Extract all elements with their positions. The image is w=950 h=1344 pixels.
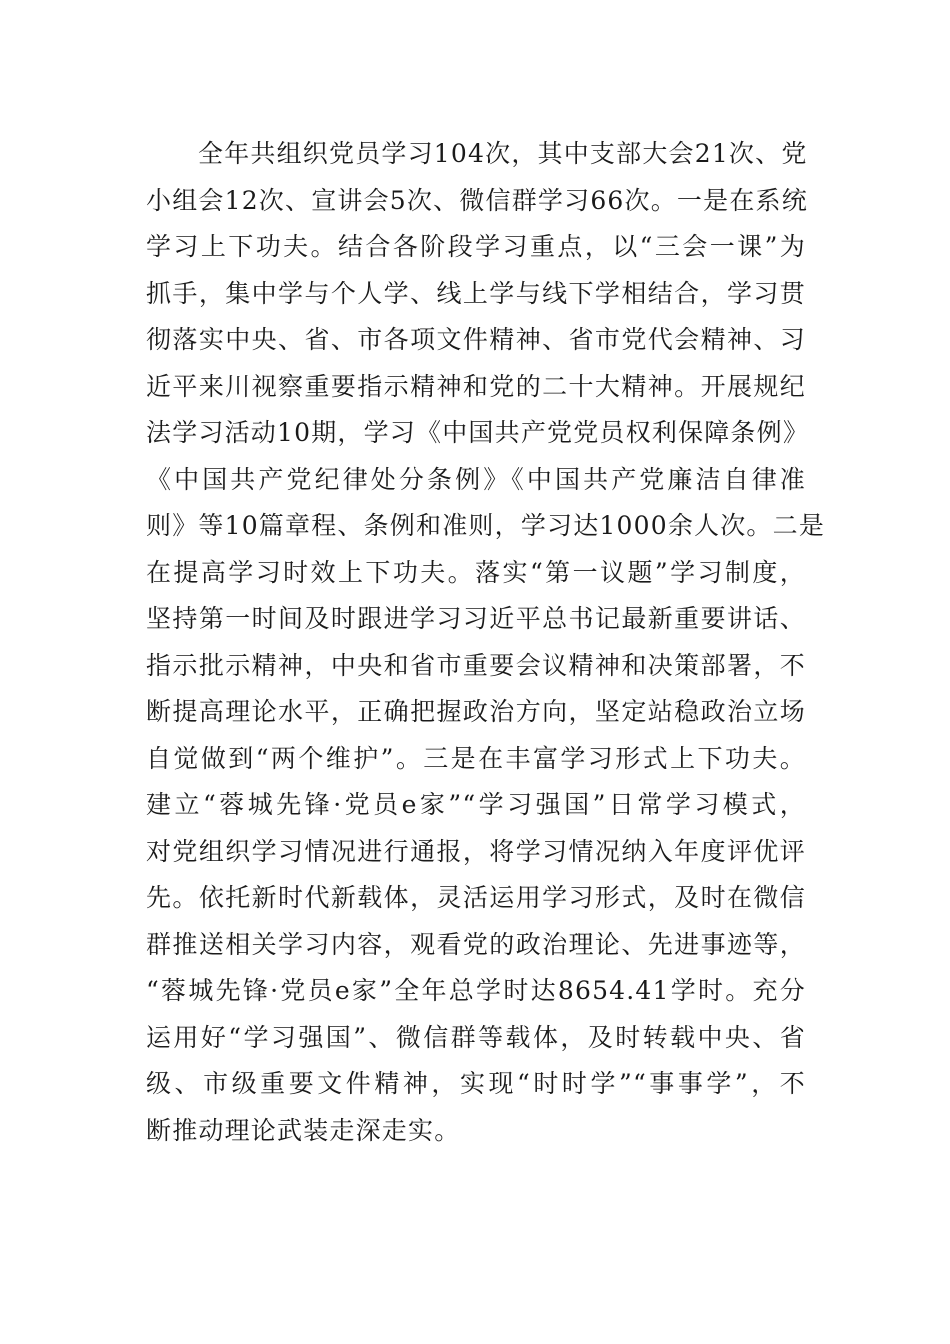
- paragraph-line: 先。依托新时代新载体，灵活运用学习形式，及时在微信: [146, 883, 806, 912]
- paragraph-line: 《中国共产党纪律处分条例》《中国共产党廉洁自律准: [146, 464, 806, 494]
- paragraph-line: 在提高学习时效上下功夫。落实“第一议题”学习制度，: [146, 557, 806, 587]
- paragraph-line: 运用好“学习强国”、微信群等载体，及时转载中央、省: [146, 1022, 806, 1052]
- paragraph-line: 对党组织学习情况进行通报，将学习情况纳入年度评优评: [146, 836, 806, 866]
- paragraph-line: 近平来川视察重要指示精神和党的二十大精神。开展规纪: [146, 371, 806, 401]
- paragraph-line: 小组会12次、宣讲会5次、微信群学习66次。一是在系统: [146, 185, 808, 215]
- paragraph-line: 指示批示精神，中央和省市重要会议精神和决策部署，不: [146, 650, 806, 680]
- paragraph-line: 级、市级重要文件精神，实现“时时学”“事事学”，不: [146, 1069, 806, 1098]
- paragraph-line: 抓手，集中学与个人学、线上学与线下学相结合，学习贯: [146, 278, 806, 308]
- paragraph-line: 断提高理论水平，正确把握政治方向，坚定站稳政治立场: [146, 697, 806, 726]
- paragraph-line: 自觉做到“两个维护”。三是在丰富学习形式上下功夫。: [146, 743, 806, 773]
- paragraph-line: 法学习活动10期，学习《中国共产党党员权利保障条例》: [146, 418, 810, 447]
- paragraph-line: 群推送相关学习内容，观看党的政治理论、先进事迹等，: [146, 929, 806, 959]
- paragraph-line: 彻落实中央、省、市各项文件精神、省市党代会精神、习: [146, 325, 806, 354]
- paragraph-line: 学习上下功夫。结合各阶段学习重点，以“三会一课”为: [146, 232, 806, 261]
- paragraph-line: “蓉城先锋·党员e家”全年总学时达8654.41学时。充分: [146, 976, 806, 1005]
- paragraph-line: 则》等10篇章程、条例和准则，学习达1000余人次。二是: [146, 511, 826, 540]
- paragraph-line: 断推动理论武装走深走实。: [146, 1115, 461, 1145]
- paragraph-line: 坚持第一时间及时跟进学习习近平总书记最新重要讲话、: [146, 604, 806, 633]
- paragraph-line: 建立“蓉城先锋·党员e家”“学习强国”日常学习模式，: [146, 790, 806, 819]
- paragraph-line: 全年共组织党员学习104次，其中支部大会21次、党: [198, 139, 808, 168]
- body-paragraph: [146, 131, 826, 1154]
